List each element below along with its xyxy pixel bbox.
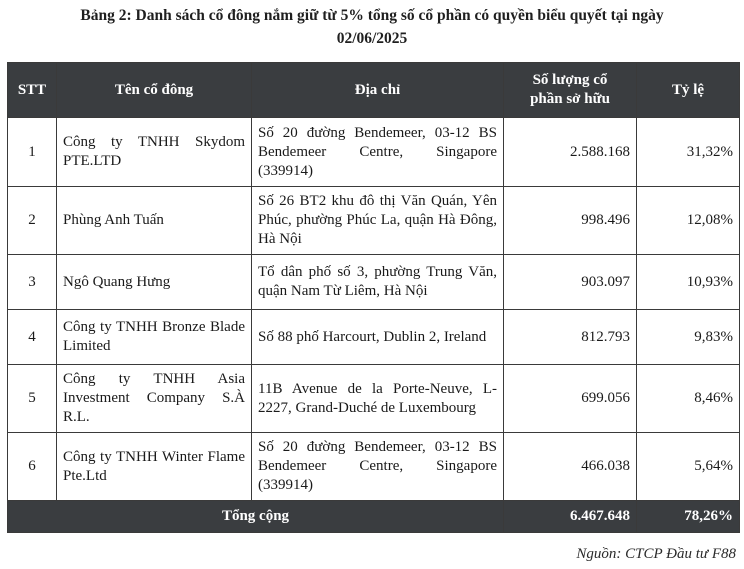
cell-address: Số 20 đường Bendemeer, 03-12 BS Bendemeer Centre, Singapore (339914) bbox=[252, 433, 504, 501]
table-row bbox=[8, 255, 740, 310]
cell-name: Phùng Anh Tuấn bbox=[57, 187, 252, 255]
shareholders-table bbox=[7, 62, 740, 533]
cell-ratio: 31,32% bbox=[637, 118, 740, 187]
cell-ratio: 5,64% bbox=[637, 433, 740, 501]
header-shares-line1: Số lượng cổ bbox=[532, 72, 608, 88]
table-header-row bbox=[8, 63, 740, 118]
table-row bbox=[8, 433, 740, 501]
cell-name: Công ty TNHH Asia Investment Company S.À R.L. bbox=[57, 365, 252, 433]
cell-ratio: 8,46% bbox=[637, 365, 740, 433]
table-row bbox=[8, 187, 740, 255]
total-label: Tổng cộng bbox=[8, 501, 504, 533]
cell-stt: 4 bbox=[8, 310, 57, 365]
header-shares-line2: phần sở hữu bbox=[530, 91, 610, 107]
table-row bbox=[8, 365, 740, 433]
header-shares bbox=[504, 63, 637, 118]
cell-shares: 2.588.168 bbox=[504, 118, 637, 187]
table-title-line1: Bảng 2: Danh sách cổ đông nắm giữ từ 5% tổng số cổ phần có quyền biểu quyết tại ngày bbox=[80, 7, 664, 24]
cell-address: Số 88 phố Harcourt, Dublin 2, Ireland bbox=[252, 310, 504, 365]
total-row bbox=[8, 501, 740, 533]
cell-shares: 699.056 bbox=[504, 365, 637, 433]
total-ratio: 78,26% bbox=[637, 501, 740, 533]
total-shares: 6.467.648 bbox=[504, 501, 637, 533]
cell-ratio: 9,83% bbox=[637, 310, 740, 365]
cell-name: Ngô Quang Hưng bbox=[57, 255, 252, 310]
cell-stt: 2 bbox=[8, 187, 57, 255]
cell-stt: 6 bbox=[8, 433, 57, 501]
cell-shares: 466.038 bbox=[504, 433, 637, 501]
cell-address: 11B Avenue de la Porte-Neuve, L-2227, Grand-Duché de Luxembourg bbox=[252, 365, 504, 433]
cell-stt: 1 bbox=[8, 118, 57, 187]
source-note: Nguồn: CTCP Đầu tư F88 bbox=[576, 546, 736, 562]
header-stt: STT bbox=[8, 63, 57, 118]
cell-stt: 3 bbox=[8, 255, 57, 310]
table-title bbox=[0, 4, 744, 50]
table-row bbox=[8, 118, 740, 187]
cell-name: Công ty TNHH Skydom PTE.LTD bbox=[57, 118, 252, 187]
cell-shares: 812.793 bbox=[504, 310, 637, 365]
header-name: Tên cổ đông bbox=[57, 63, 252, 118]
cell-ratio: 10,93% bbox=[637, 255, 740, 310]
cell-address: Số 26 BT2 khu đô thị Văn Quán, Yên Phúc, phường Phúc La, quận Hà Đông, Hà Nội bbox=[252, 187, 504, 255]
cell-name: Công ty TNHH Bronze Blade Limited bbox=[57, 310, 252, 365]
cell-address: Tổ dân phố số 3, phường Trung Văn, quận Nam Từ Liêm, Hà Nội bbox=[252, 255, 504, 310]
table-row bbox=[8, 310, 740, 365]
cell-ratio: 12,08% bbox=[637, 187, 740, 255]
table-title-line2: 02/06/2025 bbox=[336, 30, 408, 47]
cell-shares: 903.097 bbox=[504, 255, 637, 310]
cell-name: Công ty TNHH Winter Flame Pte.Ltd bbox=[57, 433, 252, 501]
cell-stt: 5 bbox=[8, 365, 57, 433]
header-ratio: Tỷ lệ bbox=[637, 63, 740, 118]
cell-address: Số 20 đường Bendemeer, 03-12 BS Bendemeer Centre, Singapore (339914) bbox=[252, 118, 504, 187]
cell-shares: 998.496 bbox=[504, 187, 637, 255]
header-address: Địa chỉ bbox=[252, 63, 504, 118]
